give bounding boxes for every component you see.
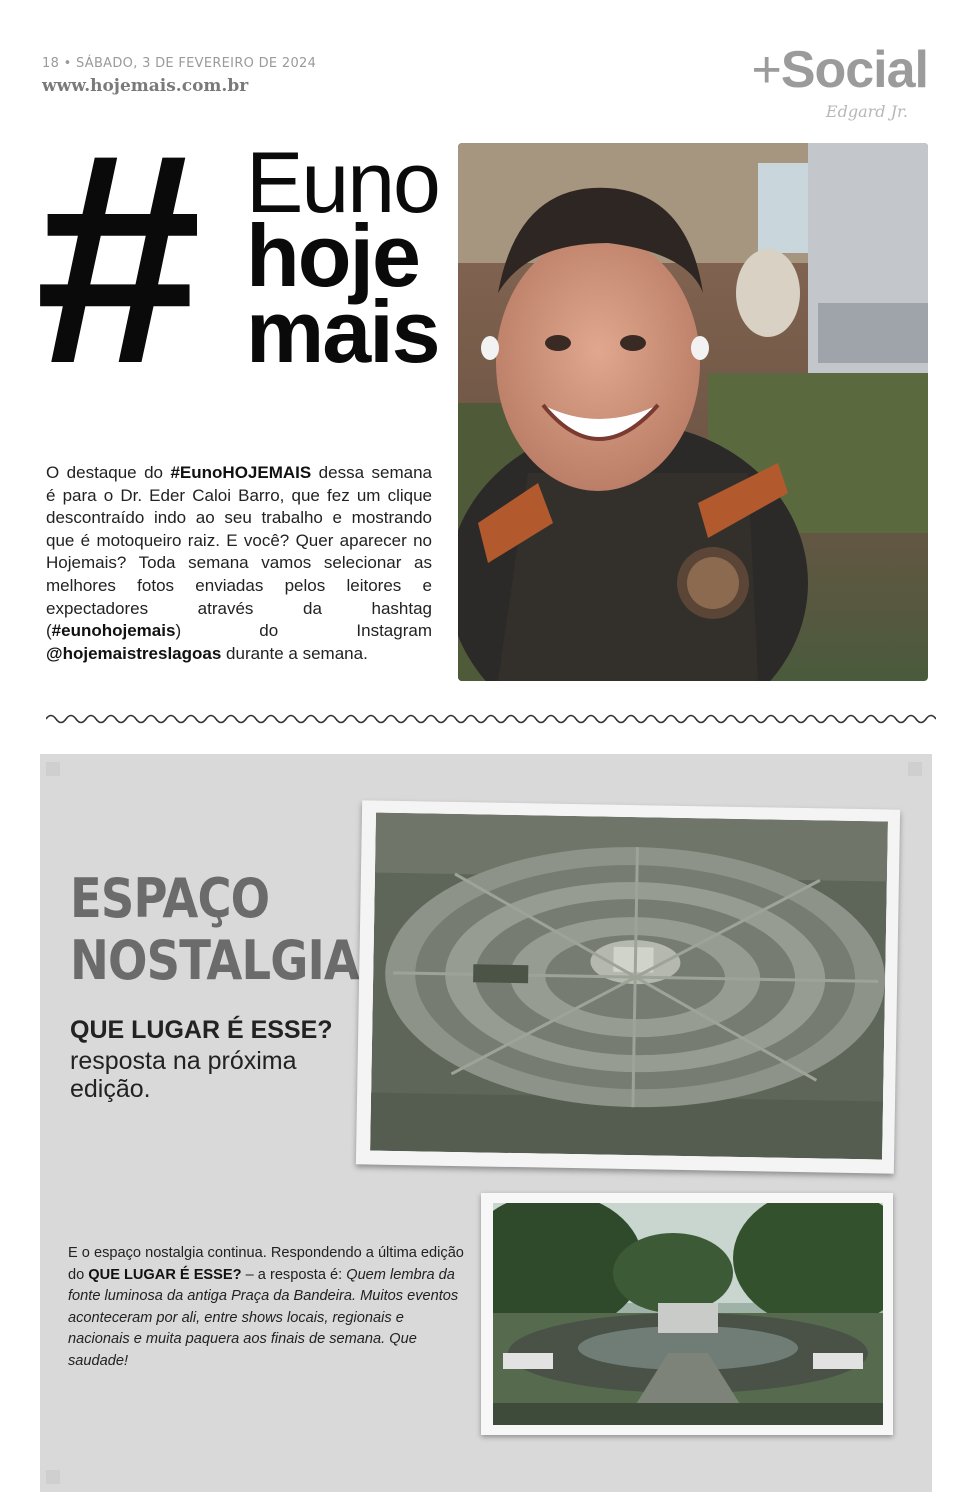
hashtag-hoje: hoje (246, 206, 419, 305)
intro-text-d: durante a semana. (221, 643, 368, 663)
nostalgia-title-line1: ESPAÇO (70, 867, 270, 930)
intro-hashtag-bold: #EunoHOJEMAIS (170, 463, 312, 482)
intro-text-c: ) do Instagram (175, 621, 432, 641)
section-logo (751, 40, 928, 100)
intro-text-b: dessa semana é para o Dr. Eder Caloi Barro, que fez um clique descontraído indo ao seu trabalho e mostrando que é motoqueiro raiz. E você? Quer aparecer no Hojemais? Toda semana vamos selecionar as melhores fotos enviadas pelos leitores e expectadores através da hashtag ( (46, 463, 432, 641)
praca-photo-frame (481, 1193, 893, 1435)
praca-photo (493, 1203, 883, 1425)
site-url[interactable]: www.hojemais.com.br (42, 76, 249, 96)
aerial-photo (370, 813, 888, 1160)
intro-paragraph (46, 462, 432, 665)
nostalgia-text-b: – a resposta é: (241, 1266, 347, 1283)
section-name: Social (780, 41, 928, 99)
nostalgia-title (70, 868, 359, 992)
section-plus: + (751, 41, 781, 99)
instagram-handle[interactable]: @hojemaistreslagoas (46, 643, 222, 663)
pixel-corner-tl (46, 762, 60, 776)
wave-divider (46, 712, 936, 726)
hashtag-symbol: # (35, 90, 182, 426)
nostalgia-answer-hint: resposta na próxima edição. (70, 1047, 297, 1103)
hashtag-mais: mais (246, 282, 439, 381)
nostalgia-title-line2: NOSTALGIA (70, 929, 360, 992)
nostalgia-text-c: Quem lembra da fonte luminosa da antiga Praça da Bandeira. Muitos eventos aconteceram por ali, entre shows locais, regionais e nacionais e muita paquera aos finais de semana. Que saudade! (68, 1266, 459, 1369)
pixel-corner-tr (908, 762, 922, 776)
featured-selfie-photo (458, 143, 928, 681)
nostalgia-text-question: QUE LUGAR É ESSE? (88, 1266, 242, 1283)
nostalgia-text-a: E o espaço nostalgia continua. Respondendo a última edição do (68, 1245, 464, 1283)
nostalgia-text (68, 1243, 468, 1373)
signature: Edgard Jr. (825, 102, 908, 121)
intro-text-a: O destaque do (46, 463, 171, 482)
header-meta: 18 • SÁBADO, 3 DE FEVEREIRO DE 2024 (42, 56, 317, 71)
pixel-corner-bl (46, 1470, 60, 1484)
nostalgia-question: QUE LUGAR É ESSE? (70, 1016, 333, 1044)
aerial-photo-frame (356, 800, 900, 1173)
intro-hashtag-lower: #eunohojemais (51, 621, 176, 641)
hashtag-euno: Euno (246, 135, 439, 231)
